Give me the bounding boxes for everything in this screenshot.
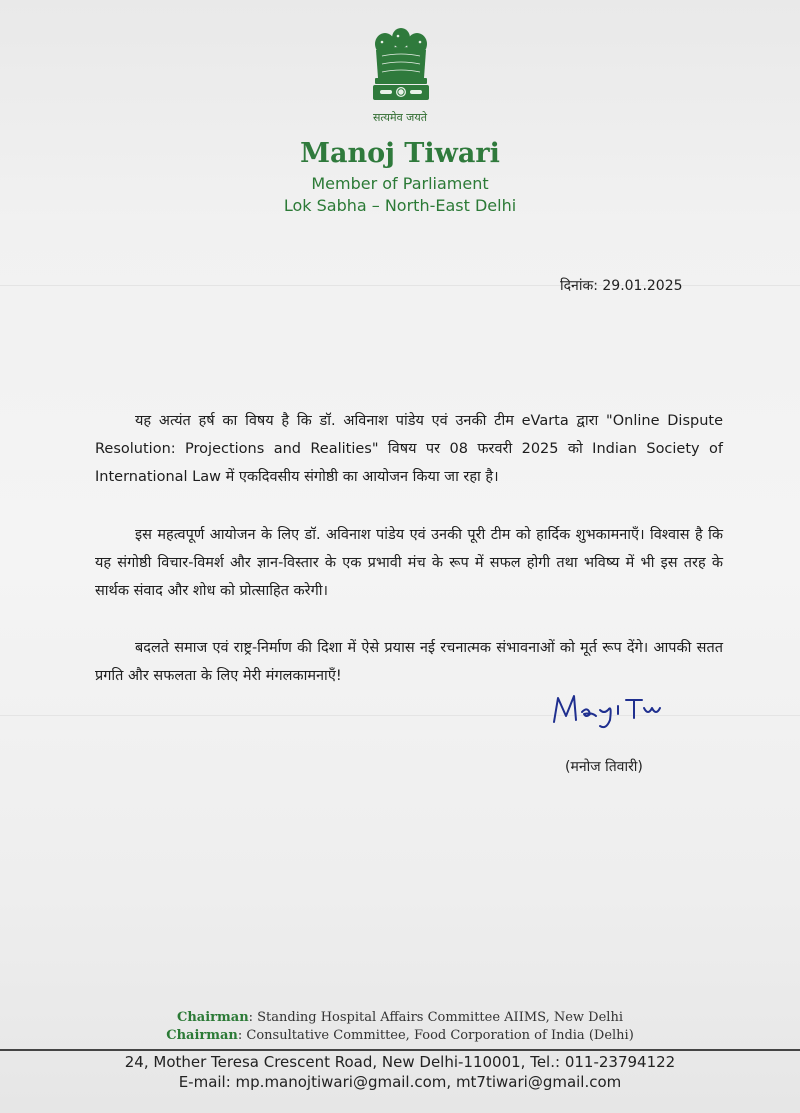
emblem-motto: सत्यमेव जयते [372, 111, 427, 124]
constituency: Lok Sabha – North-East Delhi [283, 196, 517, 215]
footer-email: E-mail: mp.manojtiwari@gmail.com, mt7tiwari@gmail.com [178, 1073, 622, 1091]
mp-name-heading: Manoj Tiwari [300, 138, 500, 169]
chair-text-2: : Consultative Committee, Food Corporation of India (Delhi) [237, 1028, 634, 1043]
body-paragraph-1 [95, 407, 723, 491]
paragraph-3-text: बदलते समाज एवं राष्ट्र-निर्माण की दिशा में ऐसे प्रयास नई रचनात्मक संभावनाओं को मूर्त रूप देंगे। आपकी सतत प्रगति और सफलता के लिए मेरी मंगलकामनाएँ! [95, 640, 723, 684]
body-paragraph-2 [95, 521, 723, 605]
body-paragraph-3 [95, 634, 723, 690]
handwritten-signature [546, 690, 686, 735]
letter-date: दिनांक: 29.01.2025 [560, 278, 683, 294]
chairman-line-2 [0, 1028, 800, 1043]
chair-text-1: : Standing Hospital Affairs Committee AIIMS, New Delhi [248, 1010, 623, 1025]
footer-divider [0, 1049, 800, 1051]
signatory-name: (मनोज तिवारी) [565, 759, 643, 775]
paragraph-2-text: इस महत्वपूर्ण आयोजन के लिए डॉ. अविनाश पांडेय एवं उनकी पूरी टीम को हार्दिक शुभकामनाएँ। विश्वास है कि यह संगोष्ठी विचार-विमर्श और ज्ञान-विस्तार के एक प्रभावी मंच के रूप में सफल होगी तथा भविष्य में भी इस तरह के सार्थक संवाद और शोध को प्रोत्साहित करेगी। [95, 527, 723, 599]
footer-address: 24, Mother Teresa Crescent Road, New Delhi-110001, Tel.: 011-23794122 [124, 1053, 676, 1071]
chair-label-2: Chairman [166, 1028, 238, 1043]
chair-label-1: Chairman [177, 1010, 249, 1025]
chairman-line-1 [0, 1010, 800, 1025]
designation: Member of Parliament [311, 174, 489, 193]
national-emblem-icon [366, 22, 436, 112]
paragraph-1-text: यह अत्यंत हर्ष का विषय है कि डॉ. अविनाश पांडेय एवं उनकी टीम eVarta द्वारा "Online Dispute Resolution: Projections and Realities" विषय पर 08 फरवरी 2025 को Indian Society of International Law में एकदिवसीय संगोष्ठी का आयोजन किया जा रहा है। [95, 413, 723, 485]
